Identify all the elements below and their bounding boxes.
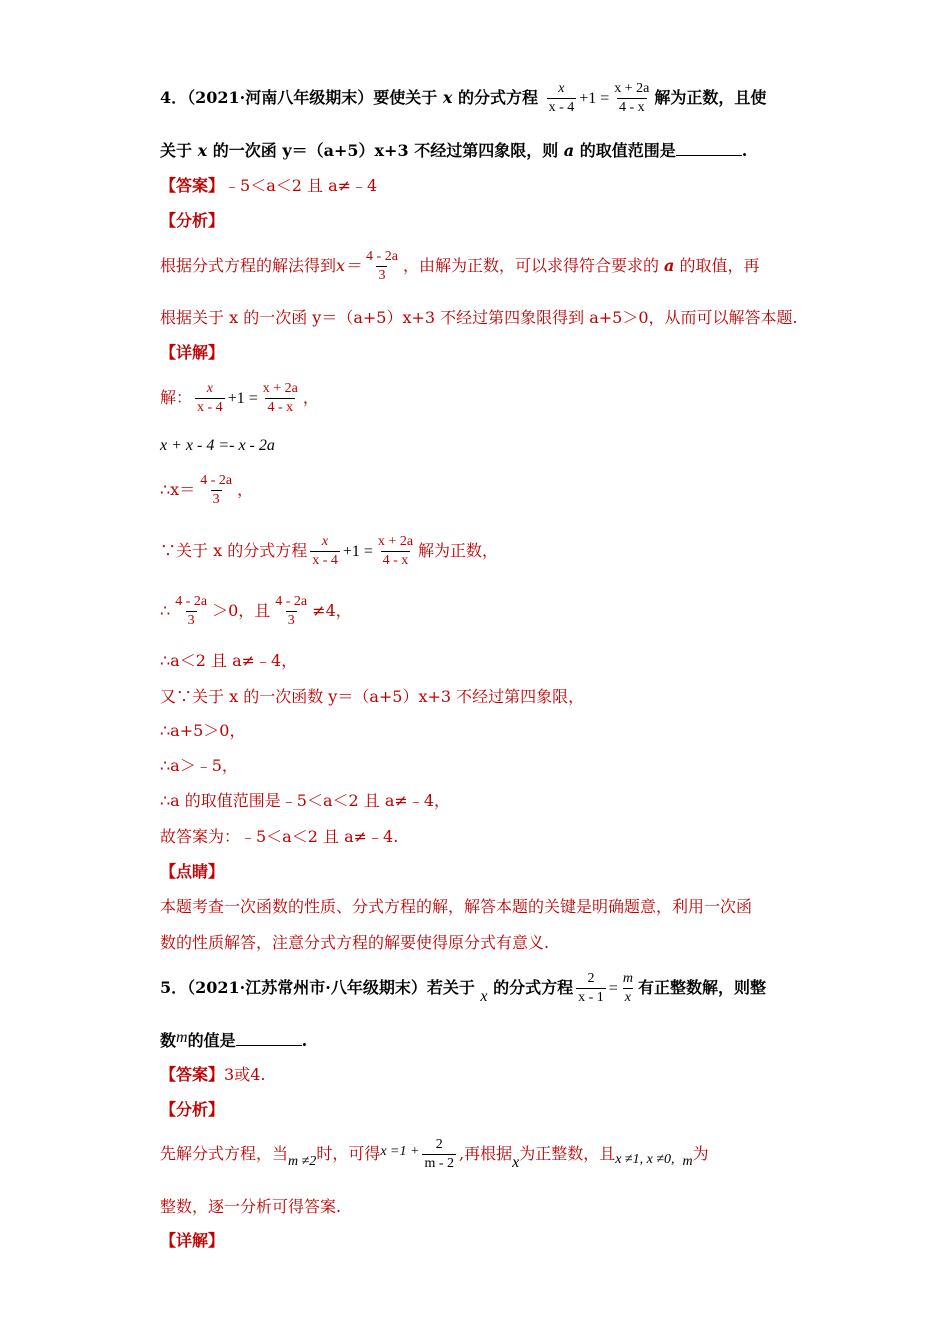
detail-4-step-6: ∴a＜2 且 a≠﹣4， bbox=[160, 651, 298, 670]
detail-4-step-10: ∴a 的取值范围是﹣5＜a＜2 且 a≠﹣4， bbox=[160, 791, 451, 810]
detail-4-step-8: ∴a+5＞0， bbox=[160, 721, 246, 740]
analysis-5-p2: 整数，逐一分析可得答案. bbox=[160, 1197, 342, 1216]
detail-4-step-9: ∴a＞﹣5， bbox=[160, 756, 238, 775]
answer-5 bbox=[160, 1064, 265, 1086]
detail-5-label: 【详解】 bbox=[160, 1231, 225, 1250]
comment-4-p1: 本题考查一次函数的性质、分式方程的解，解答本题的关键是明确题意，利用一次函 bbox=[160, 897, 753, 916]
answer-value: ﹣5＜a＜2 且 a≠﹣4 bbox=[224, 176, 378, 195]
fraction: $\frac{m}{x}$ bbox=[622, 971, 633, 1005]
fraction: $\frac{x + 2a}{4 - x}$ bbox=[262, 381, 298, 415]
problem-source: （2021·江苏常州市·八年级期末） bbox=[187, 978, 427, 997]
fraction: $\frac{4 - 2a}{3}$ bbox=[275, 594, 308, 628]
answer-blank bbox=[236, 1031, 302, 1046]
problem-4-statement-line-2: 关于 x 的一次函 y＝（a+5）x+3 不经过第四象限，则 a 的取值范围是 . bbox=[160, 141, 748, 160]
detail-4-step-5: ∴ $\frac{4 - 2a}{3}$ ＞0，且 $\frac{4 - 2a}{3}$ ≠4， bbox=[160, 594, 352, 628]
problem-4-statement-line-1: 4．（2021·河南八年级期末）要使关于 x 的分式方程 $\frac{x}{x - 4}$ +1 = $\frac{x + 2a}{4 - x}$ 解为正数，且使 bbox=[160, 81, 767, 115]
answer-4 bbox=[160, 175, 377, 197]
fraction: $\frac{x}{x - 4}$ bbox=[548, 81, 575, 115]
fraction: $\frac{2}{m - 2}$ bbox=[424, 1137, 454, 1171]
analysis-4-p2: 根据关于 x 的一次函 y＝（a+5）x+3 不经过第四象限得到 a+5＞0，从而可以解答本题. bbox=[160, 308, 798, 327]
analysis-5-label: 【分析】 bbox=[160, 1100, 225, 1119]
fraction: $\frac{x}{x - 4}$ bbox=[197, 381, 223, 415]
problem-5-statement-line-2: 数m的值是 . bbox=[160, 1029, 308, 1050]
analysis-5-p1: 先解分式方程，当m ≠2时，可得x =1 + $\frac{2}{m - 2}$ ,再根据x为正整数，且x ≠1, x ≠0, m为 bbox=[160, 1137, 709, 1171]
detail-4-label: 【详解】 bbox=[160, 343, 225, 362]
fraction: $\frac{x}{x - 4}$ bbox=[312, 534, 338, 568]
problem-5-statement-line-1: 5．（2021·江苏常州市·八年级期末）若关于 x 的分式方程 $\frac{2}{x - 1}$ = $\frac{m}{x}$ 有正整数解，则整 bbox=[160, 971, 766, 1005]
detail-4-step-4: ∵关于 x 的分式方程 $\frac{x}{x - 4}$ +1 = $\frac{x + 2a}{4 - x}$ 解为正数， bbox=[160, 534, 499, 568]
fraction: $\frac{4 - 2a}{3}$ bbox=[175, 594, 208, 628]
answer-label: 【答案】 bbox=[160, 176, 225, 195]
detail-4-step-2: x + x - 4 =- x - 2a bbox=[160, 437, 275, 454]
detail-4-step-1: 解： $\frac{x}{x - 4}$ +1 = $\frac{x + 2a}{4 - x}$ ， bbox=[160, 381, 319, 415]
fraction: $\frac{2}{x - 1}$ bbox=[578, 971, 604, 1005]
answer-blank bbox=[676, 141, 742, 156]
answer-label: 【答案】 bbox=[160, 1065, 225, 1084]
fraction: $\frac{x + 2a}{4 - x}$ bbox=[614, 81, 650, 115]
comment-4-p2: 数的性质解答，注意分式方程的解要使得原分式有意义. bbox=[160, 933, 550, 952]
fraction: $\frac{x + 2a}{4 - x}$ bbox=[377, 534, 414, 568]
detail-4-step-3: ∴x＝ $\frac{4 - 2a}{3}$ ， bbox=[160, 473, 254, 507]
analysis-4-label: 【分析】 bbox=[160, 211, 225, 230]
detail-4-step-11: 故答案为：﹣5＜a＜2 且 a≠﹣4. bbox=[160, 827, 399, 846]
fraction: $\frac{4 - 2a}{3}$ bbox=[366, 249, 398, 283]
problem-number: 4． bbox=[160, 88, 188, 107]
analysis-4-p1: 根据分式方程的解法得到x＝ $\frac{4 - 2a}{3}$ ，由解为正数，可以求得符合要求的 a 的取值，再 bbox=[160, 249, 760, 283]
answer-value: 3或4. bbox=[224, 1065, 266, 1084]
problem-number: 5． bbox=[160, 978, 188, 997]
comment-4-label: 【点睛】 bbox=[160, 862, 225, 881]
fraction: $\frac{4 - 2a}{3}$ bbox=[200, 473, 233, 507]
problem-source: （2021·河南八年级期末） bbox=[187, 88, 374, 107]
detail-4-step-7: 又∵关于 x 的一次函数 y＝（a+5）x+3 不经过第四象限， bbox=[160, 687, 585, 706]
